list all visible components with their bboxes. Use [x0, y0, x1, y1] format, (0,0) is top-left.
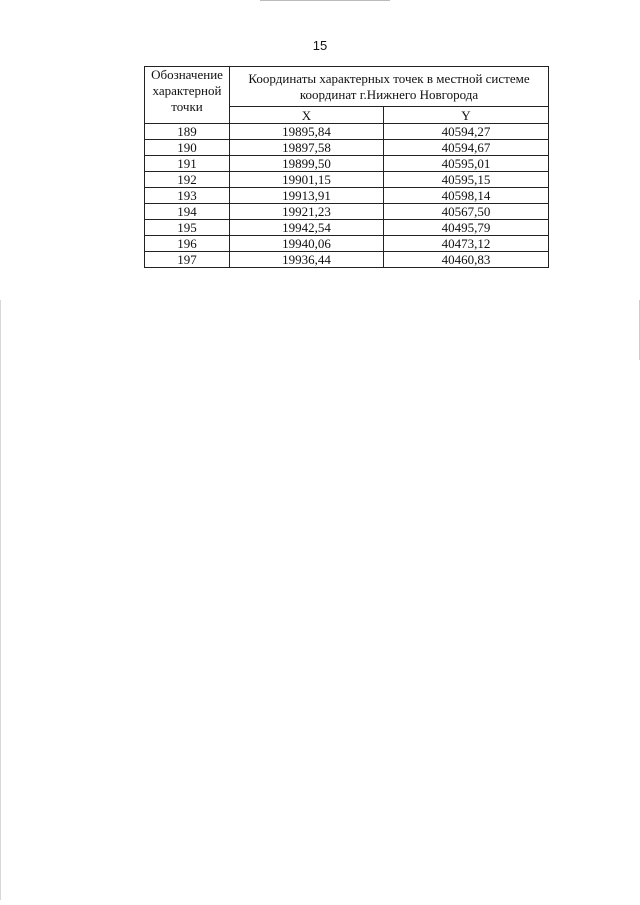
cell-y: 40567,50 [384, 204, 549, 220]
cell-y: 40594,67 [384, 140, 549, 156]
cell-x: 19899,50 [230, 156, 384, 172]
cell-x: 19895,84 [230, 124, 384, 140]
header-y: Y [384, 107, 549, 124]
coordinates-table [144, 66, 549, 268]
cell-x: 19940,06 [230, 236, 384, 252]
cell-point: 194 [145, 204, 230, 220]
cell-y: 40598,14 [384, 188, 549, 204]
page-number: 15 [312, 38, 328, 53]
header-point-line: характерной [152, 83, 222, 98]
table-row [145, 140, 549, 156]
cell-y: 40473,12 [384, 236, 549, 252]
cell-point: 190 [145, 140, 230, 156]
cell-point: 191 [145, 156, 230, 172]
cell-y: 40495,79 [384, 220, 549, 236]
header-coords-line: координат г.Нижнего Новгорода [299, 86, 479, 102]
header-point-designation [145, 67, 230, 124]
table-row [145, 236, 549, 252]
table-row [145, 204, 549, 220]
header-coords-line: Координаты характерных точек в местной системе [248, 70, 530, 86]
table-row [145, 172, 549, 188]
cell-point: 196 [145, 236, 230, 252]
table-row [145, 188, 549, 204]
cell-point: 197 [145, 252, 230, 268]
cell-y: 40594,27 [384, 124, 549, 140]
cell-x: 19936,44 [230, 252, 384, 268]
header-point-line: Обозначение [151, 67, 223, 82]
table-row [145, 252, 549, 268]
cell-x: 19901,15 [230, 172, 384, 188]
cell-y: 40595,15 [384, 172, 549, 188]
header-coordinates [230, 67, 549, 107]
table-row [145, 124, 549, 140]
scan-edge-top [260, 0, 390, 1]
table-row [145, 220, 549, 236]
cell-point: 193 [145, 188, 230, 204]
table-header-row [145, 67, 549, 107]
scan-edge-left [0, 300, 1, 900]
cell-x: 19897,58 [230, 140, 384, 156]
table-row [145, 156, 549, 172]
cell-point: 192 [145, 172, 230, 188]
cell-y: 40460,83 [384, 252, 549, 268]
cell-point: 189 [145, 124, 230, 140]
header-point-line: точки [171, 99, 203, 114]
cell-x: 19942,54 [230, 220, 384, 236]
cell-x: 19913,91 [230, 188, 384, 204]
header-x: X [230, 107, 384, 124]
cell-x: 19921,23 [230, 204, 384, 220]
cell-point: 195 [145, 220, 230, 236]
cell-y: 40595,01 [384, 156, 549, 172]
